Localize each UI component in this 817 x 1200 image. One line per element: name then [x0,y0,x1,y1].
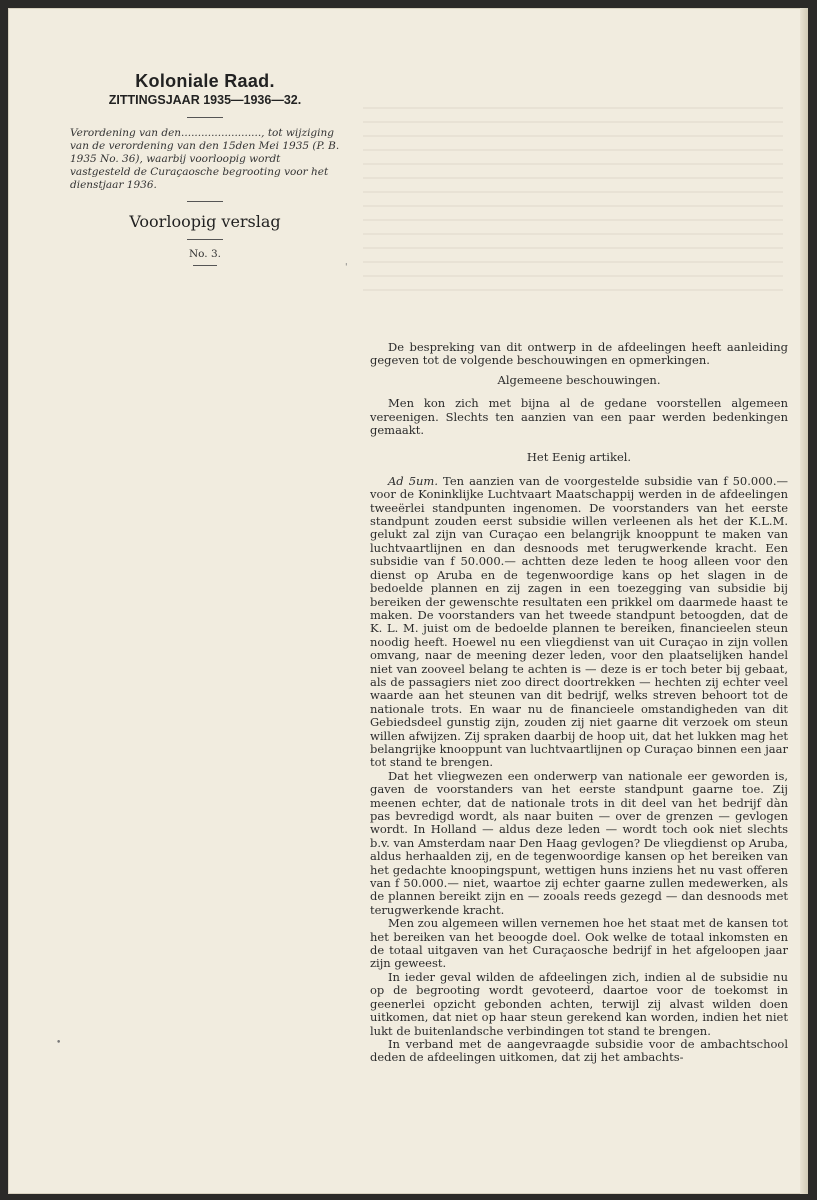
report-title: Voorloopig verslag [129,212,281,231]
paragraph: Dat het vliegwezen een onderwerp van nationale eer geworden is, gaven de voorstanders van het eerste standpunt gaarne toe. Zij meenen echter, dat de nationale trots in dit deel van het bedrijf dàn pas bevredigd wordt, als naar buiten — over de grenzen — gevlogen wordt. In Holland — aldus deze leden — wordt toch ook niet slechts b.v. van Amsterdam naar Den Haag gevlogen? De vliegdienst op Aruba, aldus herhaalden zij, en de tegenwoordige kansen op het bereiken van het gedachte knoopingspunt, wettigen huns inziens het nu vast offeren van f 50.000.— niet, waartoe zij echter gaarne zullen medewerken, als de plannen bereikt zijn en — zooals reeds gezegd — dan desnoods met terugwerkende kracht. [370,768,788,917]
divider [187,117,223,118]
divider [193,265,217,266]
report-body [370,341,788,1065]
general-heading: Algemeene beschouwingen. [497,372,661,387]
paragraph: Men zou algemeen willen vernemen hoe het staat met de kansen tot het bereiken van het beoogde doel. Ook welke de totaal inkomsten en de totaal uitgaven van het Curaçaosche bedrijf in het afgeloopen jaar zijn geweest. [370,916,788,971]
divider [187,201,223,202]
page-edge-shadow [800,8,808,1194]
document-page [8,8,808,1194]
regulation-subject: Verordening van den........................, tot wijziging van de verordening van den 15den Mei 1935 (P. B. 1935 No. 36), waarbij voorloopig wordt vastgesteld de Curaçaosche begrooting voor het dienstjaar 1936. [70,127,340,191]
document-header [70,70,340,271]
article-heading: Het Eenig artikel. [526,450,632,465]
intro-paragraph: De bespreking van dit ontwerp in de afdeelingen heeft aanleiding gegeven tot de volgende beschouwingen en opmerkingen. [370,340,788,368]
paragraph-text: Ten aanzien van de voorgestelde subsidie van f 50.000.— voor de Koninklijke Luchtvaart Maatschappij werden in de afdeelingen tweeërlei standpunten ingenomen. De voorstanders van het eerste standpunt zouden eerst subsidie willen verleenen als het der K.L.M. gelukt zal zijn van Curaçao een belangrijk knooppunt te maken van luchtvaartlijnen en dan desnoods met terugwerkende kracht. Een subsidie van f 50.000.— achtten deze leden te hoog alleen voor den dienst op Aruba en de tegenwoordige kans op het slagen in de bedoelde plannen en zij zagen in een toezegging van subsidie bij bereiken der gewenschte resultaten een prikkel om daarmede haast te maken. De voorstanders van het tweede standpunt betoogden, dat de K. L. M. juist om de bedoelde plannen te bereiken, financieelen steun noodig heeft. Hoewel nu een vliegdienst van uit Curaçao in zijn vollen omvang, naar de meening dezer leden, voor den plaatselijken handel niet van zooveel belang te achten is — deze is er toch beter bij gebaat, als de passagiers niet zoo direct doortrekken — hechten zij echter veel waarde aan het steunen van dit bedrijf, welks streven behoort tot de nationale trots. En waar nu de financieele omstandigheden van dit Gebiedsdeel gunstig zijn, zouden zij niet gaarne dit verzoek om steun willen afwijzen. Zij spraken daarbij de hoop uit, dat het lukken mag het belangrijke knooppunt van luchtvaartlijnen op Curaçao binnen een jaar tot stand te brengen. [370,473,789,770]
report-number: No. 3. [188,248,222,260]
paragraph: In ieder geval wilden de afdeelingen zich, indien al de subsidie nu op de begrooting wordt gevoteerd, daartoe voor de toekomst in geenerlei opzicht gebonden achten, terwijl zij alvast wilden doen uitkomen, dat niet op haar steun gerekend kan worden, indien het niet lukt de buitenlandsche verbindingen tot stand te brengen. [370,969,788,1038]
margin-tick: ' [345,263,348,273]
council-title: Koloniale Raad. [135,71,275,91]
ink-dot: • [56,1038,62,1048]
general-paragraph: Men kon zich met bijna al de gedane voorstellen algemeen vereenigen. Slechts ten aanzien van een paar werden bedenkingen gemaakt. [370,396,788,438]
bleed-through-text [363,98,783,298]
paragraph: In verband met de aangevraagde subsidie voor de ambachtschool deden de afdeelingen uitkomen, dat zij het ambachts- [370,1036,788,1065]
ad-label: Ad 5um. [388,473,438,488]
session-year: ZITTINGSJAAR 1935—1936—32. [108,93,302,107]
paragraph-ad-5 [370,475,788,770]
divider [187,239,223,240]
